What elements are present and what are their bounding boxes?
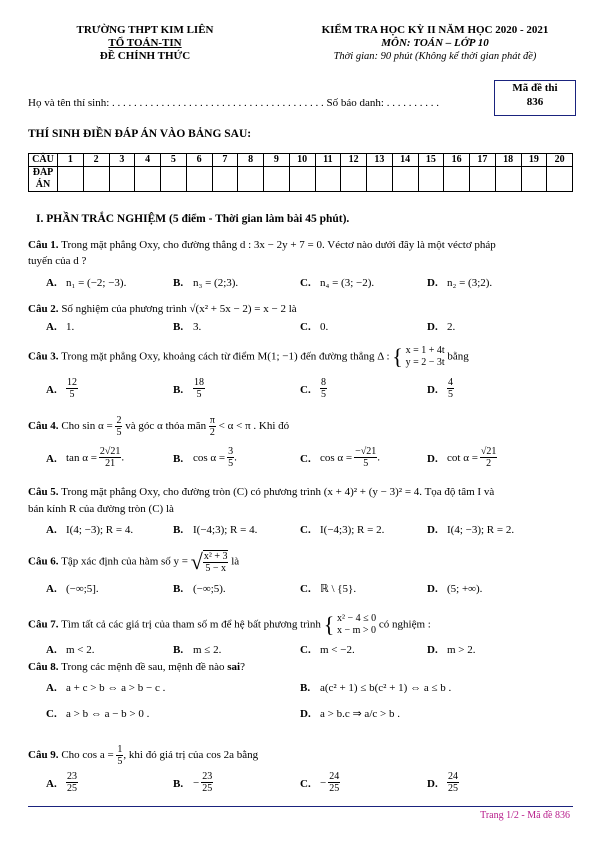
option-d[interactable]: m > 2. <box>447 644 476 656</box>
option-fraction <box>480 446 498 469</box>
option-letter: A. <box>46 644 57 656</box>
option-letter: D. <box>427 583 438 595</box>
option-letter: A. <box>46 277 57 289</box>
answer-cell[interactable] <box>521 167 547 192</box>
answer-cell[interactable] <box>238 167 264 192</box>
option-prefix: − <box>320 776 327 789</box>
answer-cell[interactable] <box>418 167 444 192</box>
question-number-cell: 7 <box>212 154 238 167</box>
option-suffix: . <box>121 451 125 464</box>
option-c[interactable]: n₄ = (3; −2). <box>320 277 375 289</box>
option-prefix: cos α = <box>320 451 353 464</box>
option-letter: D. <box>427 778 438 790</box>
denominator: 5 <box>196 389 202 400</box>
numerator: 8 <box>321 377 326 388</box>
option-d[interactable]: n₂ = (3;2). <box>447 277 493 289</box>
question-8-tail: ? <box>240 661 245 673</box>
question-number-cell: 20 <box>547 154 573 167</box>
option-b[interactable] <box>193 771 213 794</box>
answer-cell[interactable] <box>289 167 315 192</box>
option-a[interactable] <box>66 446 124 469</box>
option-b[interactable]: a(c² + 1) ≤ b(c² + 1) ⇔ a ≤ b . <box>320 682 452 694</box>
denominator: 2 <box>486 458 492 469</box>
question-number-cell: 9 <box>264 154 290 167</box>
option-letter: A. <box>46 384 57 396</box>
option-fraction <box>66 377 78 400</box>
option-d[interactable]: I(4; −3); R = 2. <box>447 524 515 536</box>
option-a[interactable] <box>66 771 78 794</box>
question-number-cell: 1 <box>58 154 84 167</box>
option-c[interactable] <box>320 771 340 794</box>
denominator: 5 <box>116 427 122 438</box>
option-c[interactable]: m < −2. <box>320 644 355 656</box>
question-4-fraction-2 <box>209 415 216 438</box>
option-fraction <box>447 771 459 794</box>
question-label-cell: CÂU <box>29 154 58 167</box>
denominator: 5 − x <box>205 563 226 574</box>
question-2-text: Số nghiệm của phương trình √(x² + 5x − 2) = x − 2 là <box>61 303 297 315</box>
denominator: 25 <box>448 783 458 794</box>
question-4-mid: và góc α thỏa mãn <box>125 420 207 433</box>
numerator: 12 <box>67 377 77 388</box>
fill-instruction: THÍ SINH ĐIỀN ĐÁP ÁN VÀO BẢNG SAU: <box>28 128 252 140</box>
option-letter: D. <box>427 321 438 333</box>
option-b[interactable]: (−∞;5). <box>193 583 226 595</box>
option-letter: B. <box>173 583 184 595</box>
question-2 <box>28 302 297 316</box>
question-6-pre: Tập xác định của hàm số y = <box>61 555 188 568</box>
denominator: 25 <box>202 783 213 794</box>
question-9-label: Câu 9. <box>28 749 59 762</box>
option-c[interactable] <box>320 446 380 469</box>
question-number-cell: 14 <box>392 154 418 167</box>
question-number-cell: 8 <box>238 154 264 167</box>
option-letter: B. <box>173 524 184 536</box>
option-letter: A. <box>46 453 57 465</box>
numerator: 24 <box>448 771 458 782</box>
option-c[interactable] <box>320 377 327 400</box>
option-letter: A. <box>46 583 57 595</box>
question-8 <box>28 660 245 674</box>
option-letter: D. <box>427 644 438 656</box>
footer-divider <box>28 806 573 807</box>
question-3-text: Trong mặt phẳng Oxy, khoảng cách từ điểm M(1; −1) đến đường thẳng Δ : <box>61 350 390 363</box>
question-1-label: Câu 1. <box>28 239 59 251</box>
option-a[interactable]: n₁ = (−2; −3). <box>66 277 127 289</box>
denominator: 5 <box>117 756 123 767</box>
question-4-fraction <box>115 415 122 438</box>
option-b[interactable]: m ≤ 2. <box>193 644 222 656</box>
numerator: −√21 <box>355 446 377 457</box>
answer-table-answer-row <box>29 167 573 192</box>
answer-cell[interactable] <box>212 167 238 192</box>
question-number-cell: 18 <box>495 154 521 167</box>
question-number-cell: 15 <box>418 154 444 167</box>
question-6-fraction <box>203 550 229 574</box>
answer-label-cell: ĐÁP ÁN <box>29 167 58 192</box>
question-6-post: là <box>231 555 240 568</box>
answer-cell[interactable] <box>547 167 573 192</box>
numerator: 24 <box>329 771 340 782</box>
question-number-cell: 13 <box>367 154 393 167</box>
answer-cell[interactable] <box>315 167 341 192</box>
answer-cell[interactable] <box>495 167 521 192</box>
question-4-label: Câu 4. <box>28 420 59 433</box>
option-letter: B. <box>173 277 184 289</box>
question-4 <box>28 415 289 438</box>
question-4-post: < α < π . Khi đó <box>218 420 290 433</box>
option-letter: A. <box>46 682 57 694</box>
denominator: 5 <box>448 389 453 400</box>
official-label: ĐỀ CHÍNH THỨC <box>99 50 191 62</box>
option-c[interactable]: a > b ⇔ a − b > 0 . <box>66 708 150 720</box>
sqrt-icon: √ <box>190 549 203 574</box>
option-a[interactable]: a + c > b ⇔ a > b − c . <box>66 682 166 694</box>
numerator: 3 <box>228 446 234 457</box>
exam-code: 836 <box>526 96 544 108</box>
option-letter: B. <box>173 453 184 465</box>
question-3-label: Câu 3. <box>28 350 59 363</box>
question-8-emphasis: sai <box>227 661 241 673</box>
numerator: 1 <box>117 744 123 755</box>
option-b[interactable] <box>193 446 237 469</box>
brace-icon: { <box>323 612 335 637</box>
denominator: 5 <box>321 389 326 400</box>
department: TỔ TOÁN-TIN <box>108 37 182 49</box>
denominator: 5 <box>69 389 75 400</box>
question-3 <box>28 345 469 369</box>
option-letter: B. <box>173 384 184 396</box>
answer-table <box>28 153 573 192</box>
option-letter: C. <box>300 321 311 333</box>
option-fraction <box>66 771 78 794</box>
option-c[interactable]: ℝ \ {5}. <box>320 583 357 595</box>
option-letter: A. <box>46 524 57 536</box>
option-letter: C. <box>300 644 311 656</box>
exam-code-box <box>494 80 576 116</box>
question-6-label: Câu 6. <box>28 555 59 568</box>
option-letter: C. <box>300 384 311 396</box>
option-letter: D. <box>427 277 438 289</box>
exam-title: KIỂM TRA HỌC KỲ II NĂM HỌC 2020 - 2021 <box>321 24 549 36</box>
system-line-1: x = 1 + 4t <box>405 345 445 356</box>
option-d[interactable]: a > b.c ⇒ a/c > b . <box>320 708 400 720</box>
option-letter: C. <box>300 277 311 289</box>
option-letter: D. <box>427 453 438 465</box>
option-letter: D. <box>300 708 311 720</box>
student-info-line[interactable]: Họ và tên thí sinh: . . . . . . . . . . . . . . . . . . . . . . . . . . . . . . . . . . . . . . . Số báo danh: . . . . . . . . . . <box>28 97 439 109</box>
question-7-tail: có nghiệm : <box>378 618 431 631</box>
question-5-label: Câu 5. <box>28 486 59 498</box>
answer-cell[interactable] <box>444 167 470 192</box>
answer-cell[interactable] <box>341 167 367 192</box>
option-letter: C. <box>300 583 311 595</box>
option-fraction <box>99 446 125 469</box>
page-footer: Trang 1/2 - Mã đề 836 <box>480 810 570 821</box>
subject: MÔN: TOÁN – LỚP 10 <box>381 37 489 49</box>
system-line-2: x − m > 0 <box>337 625 377 636</box>
option-b[interactable] <box>193 377 205 400</box>
option-d[interactable]: (5; +∞). <box>447 583 483 595</box>
question-7-system <box>337 613 376 637</box>
option-letter: D. <box>427 524 438 536</box>
option-fraction <box>354 446 377 469</box>
denominator: 25 <box>67 783 77 794</box>
numerator: 23 <box>67 771 77 782</box>
system-line-2: y = 2 − 3t <box>405 357 445 368</box>
option-letter: C. <box>46 708 57 720</box>
question-number-cell: 17 <box>470 154 496 167</box>
section-title: I. PHẦN TRẮC NGHIỆM (5 điểm - Thời gian làm bài 45 phút). <box>36 213 350 225</box>
denominator: 21 <box>105 458 116 469</box>
question-number-cell: 4 <box>135 154 161 167</box>
option-suffix: . <box>234 451 237 464</box>
answer-cell[interactable] <box>186 167 212 192</box>
question-number-cell: 19 <box>521 154 547 167</box>
school-name: TRƯỜNG THPT KIM LIÊN <box>76 24 214 36</box>
numerator: √21 <box>480 446 497 457</box>
option-d[interactable] <box>447 446 497 469</box>
option-letter: C. <box>300 453 311 465</box>
question-number-cell: 16 <box>444 154 470 167</box>
answer-table-header-row <box>29 154 573 167</box>
option-letter: D. <box>427 384 438 396</box>
question-7-label: Câu 7. <box>28 618 59 631</box>
answer-cell[interactable] <box>58 167 84 192</box>
denominator: 25 <box>329 783 340 794</box>
question-1-text-cont: tuyến của d ? <box>28 255 87 267</box>
question-9-pre: Cho cos a = <box>61 749 114 762</box>
option-d[interactable]: 2. <box>447 321 456 333</box>
option-b[interactable]: 3. <box>193 321 202 333</box>
denominator: 5 <box>363 458 369 469</box>
option-prefix: tan α = <box>66 451 97 464</box>
exam-code-label: Mã đề thi <box>512 82 558 94</box>
question-5-text: Trong mặt phẳng Oxy, cho đường tròn (C) có phương trình (x + 4)² + (y − 3)² = 4. Tọa độ tâm I và <box>61 486 495 498</box>
option-d[interactable] <box>447 771 459 794</box>
question-number-cell: 11 <box>315 154 341 167</box>
numerator: 23 <box>202 771 213 782</box>
question-4-pre: Cho sin α = <box>61 420 113 433</box>
answer-cell[interactable] <box>109 167 135 192</box>
option-c[interactable]: I(−4;3); R = 2. <box>320 524 385 536</box>
question-7-text: Tìm tất cả các giá trị của tham số m để hệ bất phương trình <box>61 618 321 631</box>
question-number-cell: 5 <box>161 154 187 167</box>
question-8-label: Câu 8. <box>28 661 59 673</box>
option-suffix: . <box>377 451 381 464</box>
option-letter: C. <box>300 778 311 790</box>
question-9 <box>28 744 258 767</box>
option-letter: B. <box>300 682 311 694</box>
question-number-cell: 10 <box>289 154 315 167</box>
option-prefix: cot α = <box>447 451 478 464</box>
question-number-cell: 2 <box>83 154 109 167</box>
option-fraction <box>447 377 454 400</box>
question-3-tail: bằng <box>447 350 469 363</box>
answer-cell[interactable] <box>470 167 496 192</box>
option-letter: B. <box>173 321 184 333</box>
question-number-cell: 3 <box>109 154 135 167</box>
option-letter: B. <box>173 778 184 790</box>
question-number-cell: 12 <box>341 154 367 167</box>
option-letter: B. <box>173 644 184 656</box>
denominator: 5 <box>228 458 234 469</box>
question-6 <box>28 550 239 574</box>
option-fraction <box>328 771 340 794</box>
option-prefix: cos α = <box>193 451 226 464</box>
answer-cell[interactable] <box>392 167 418 192</box>
question-5-text-cont: bán kính R của đường tròn (C) là <box>28 503 174 515</box>
option-d[interactable] <box>447 377 454 400</box>
answer-cell[interactable] <box>83 167 109 192</box>
option-prefix: − <box>193 776 200 789</box>
system-line-1: x² − 4 ≤ 0 <box>337 613 377 624</box>
question-7 <box>28 613 431 637</box>
answer-cell[interactable] <box>367 167 393 192</box>
option-a[interactable]: m < 2. <box>66 644 95 656</box>
question-number-cell: 6 <box>186 154 212 167</box>
option-letter: C. <box>300 524 311 536</box>
numerator: 2 <box>116 415 122 426</box>
numerator: 18 <box>194 377 204 388</box>
question-3-system <box>406 345 445 369</box>
option-letter: A. <box>46 778 57 790</box>
time-limit: Thời gian: 90 phút (Không kể thời gian phát đề) <box>333 51 537 62</box>
numerator: 2√21 <box>99 446 121 457</box>
option-letter: A. <box>46 321 57 333</box>
answer-cell[interactable] <box>264 167 290 192</box>
brace-icon: { <box>392 344 403 369</box>
option-a[interactable]: 1. <box>66 321 75 333</box>
option-a[interactable]: (−∞;5]. <box>66 583 99 595</box>
numerator: x² + 3 <box>203 551 228 562</box>
numerator: 4 <box>448 377 453 388</box>
option-a[interactable] <box>66 377 78 400</box>
question-8-text: Trong các mệnh đề sau, mệnh đề nào <box>61 661 228 673</box>
option-b[interactable]: I(−4;3); R = 4. <box>193 524 258 536</box>
option-a[interactable]: I(4; −3); R = 4. <box>66 524 134 536</box>
question-1 <box>28 238 496 252</box>
option-c[interactable]: 0. <box>320 321 329 333</box>
answer-cell[interactable] <box>161 167 187 192</box>
question-5 <box>28 485 494 499</box>
numerator: π <box>209 415 215 426</box>
question-9-post: , khi đó giá trị của cos 2a bằng <box>123 749 259 762</box>
question-2-label: Câu 2. <box>28 303 59 315</box>
answer-cell[interactable] <box>135 167 161 192</box>
option-fraction <box>193 377 205 400</box>
denominator: 2 <box>209 427 215 438</box>
option-b[interactable]: n₃ = (2;3). <box>193 277 239 289</box>
option-fraction <box>320 377 327 400</box>
option-fraction <box>201 771 213 794</box>
question-1-text: Trong mặt phẳng Oxy, cho đường thẳng d : 3x − 2y + 7 = 0. Véctơ nào dưới đây là một véctơ pháp <box>61 239 496 251</box>
